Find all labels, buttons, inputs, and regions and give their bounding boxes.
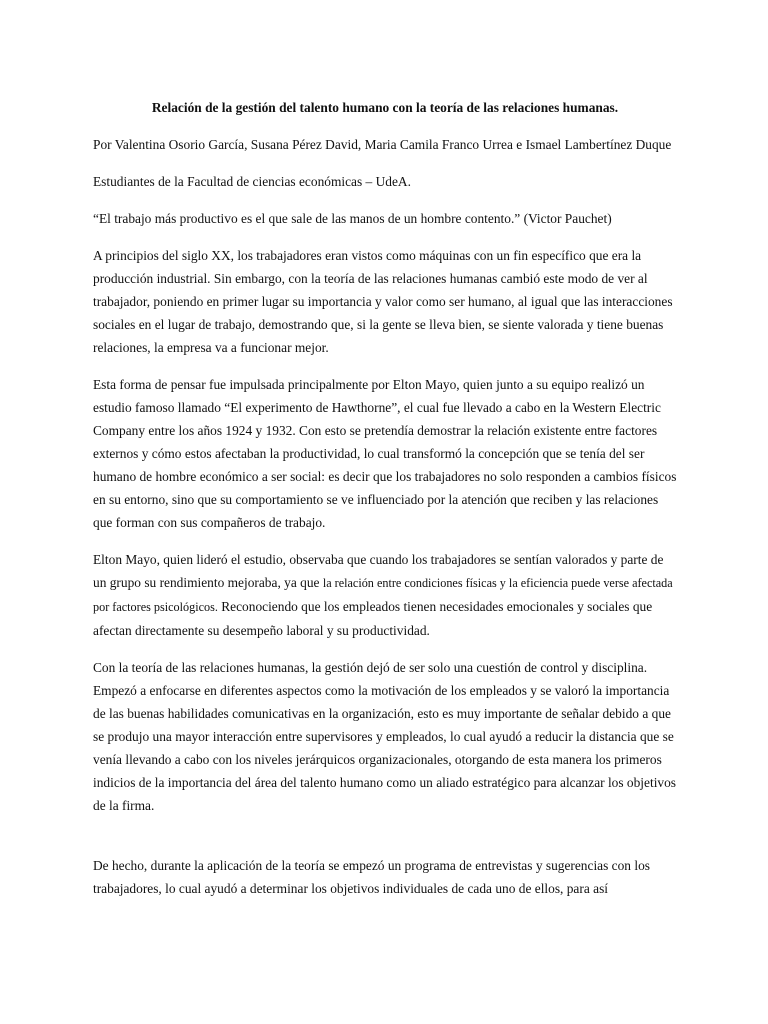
document-body <box>93 96 677 914</box>
paragraph-3-part-1: Elton Mayo, quien lideró el estudio, observaba que cuando los trabajadores se sentían valorados y parte de un grupo su rendimiento mejoraba, ya que <box>93 552 664 590</box>
paragraph-5: De hecho, durante la aplicación de la teoría se empezó un programa de entrevistas y sugerencias con los trabajadores, lo cual ayudó a determinar los objetivos individuales de cada uno de ellos, para así <box>93 858 650 896</box>
document-title: Relación de la gestión del talento humano con la teoría de las relaciones humanas. <box>151 100 619 115</box>
paragraph-2: Esta forma de pensar fue impulsada principalmente por Elton Mayo, quien junto a su equipo realizó un estudio famoso llamado “El experimento de Hawthorne”, el cual fue llevado a cabo en la Western Electric Company entre los años 1924 y 1932. Con esto se pretendía demostrar la relación existente entre factores externos y cómo estos afectaban la productividad, lo cual transformó la concepción que se tenía del ser humano de hombre económico a ser social: es decir que los trabajadores no solo responden a cambios físicos en su entorno, sino que su comportamiento se ve influenciado por la atención que reciben y las relaciones que forman con sus compañeros de trabajo. <box>93 377 677 530</box>
epigraph-quote: “El trabajo más productivo es el que sale de las manos de un hombre contento.” (Victor Pauchet) <box>93 211 612 226</box>
blank-line <box>93 831 677 854</box>
paragraph-4: Con la teoría de las relaciones humanas, la gestión dejó de ser solo una cuestión de control y disciplina. Empezó a enfocarse en diferentes aspectos como la motivación de los empleados y se valoró la importancia de las buenas habilidades comunicativas en la organización, esto es muy importante de señalar debido a que se produjo una mayor interacción entre supervisores y empleados, lo cual ayudó a reducir la distancia que se venía llevando a cabo con los niveles jerárquicos organizacionales, otorgando de esta manera los primeros indicios de la importancia del área del talento humano como un aliado estratégico para alcanzar los objetivos de la firma. <box>93 660 677 813</box>
authors-line: Por Valentina Osorio García, Susana Pérez David, Maria Camila Franco Urrea e Ismael Lambertínez Duque <box>93 137 672 152</box>
affiliation-line: Estudiantes de la Facultad de ciencias económicas – UdeA. <box>93 174 411 189</box>
paragraph-1: A principios del siglo XX, los trabajadores eran vistos como máquinas con un fin específico que era la producción industrial. Sin embargo, con la teoría de las relaciones humanas cambió este modo de ver al trabajador, poniendo en primer lugar su importancia y valor como ser humano, al igual que las interacciones sociales en el lugar de trabajo, demostrando que, si la gente se lleva bien, se siente valorada y tiene buenas relaciones, la empresa va a funcionar mejor. <box>93 248 673 355</box>
paragraph-3-small-text: la relación entre condiciones físicas y la eficiencia puede verse afectada por factores psicológicos. <box>93 576 673 614</box>
paragraph-3 <box>93 548 677 642</box>
paragraph-3-part-2: Reconociendo que los empleados tienen necesidades emocionales y sociales que afectan directamente su desempeño laboral y su productividad. <box>93 599 653 638</box>
